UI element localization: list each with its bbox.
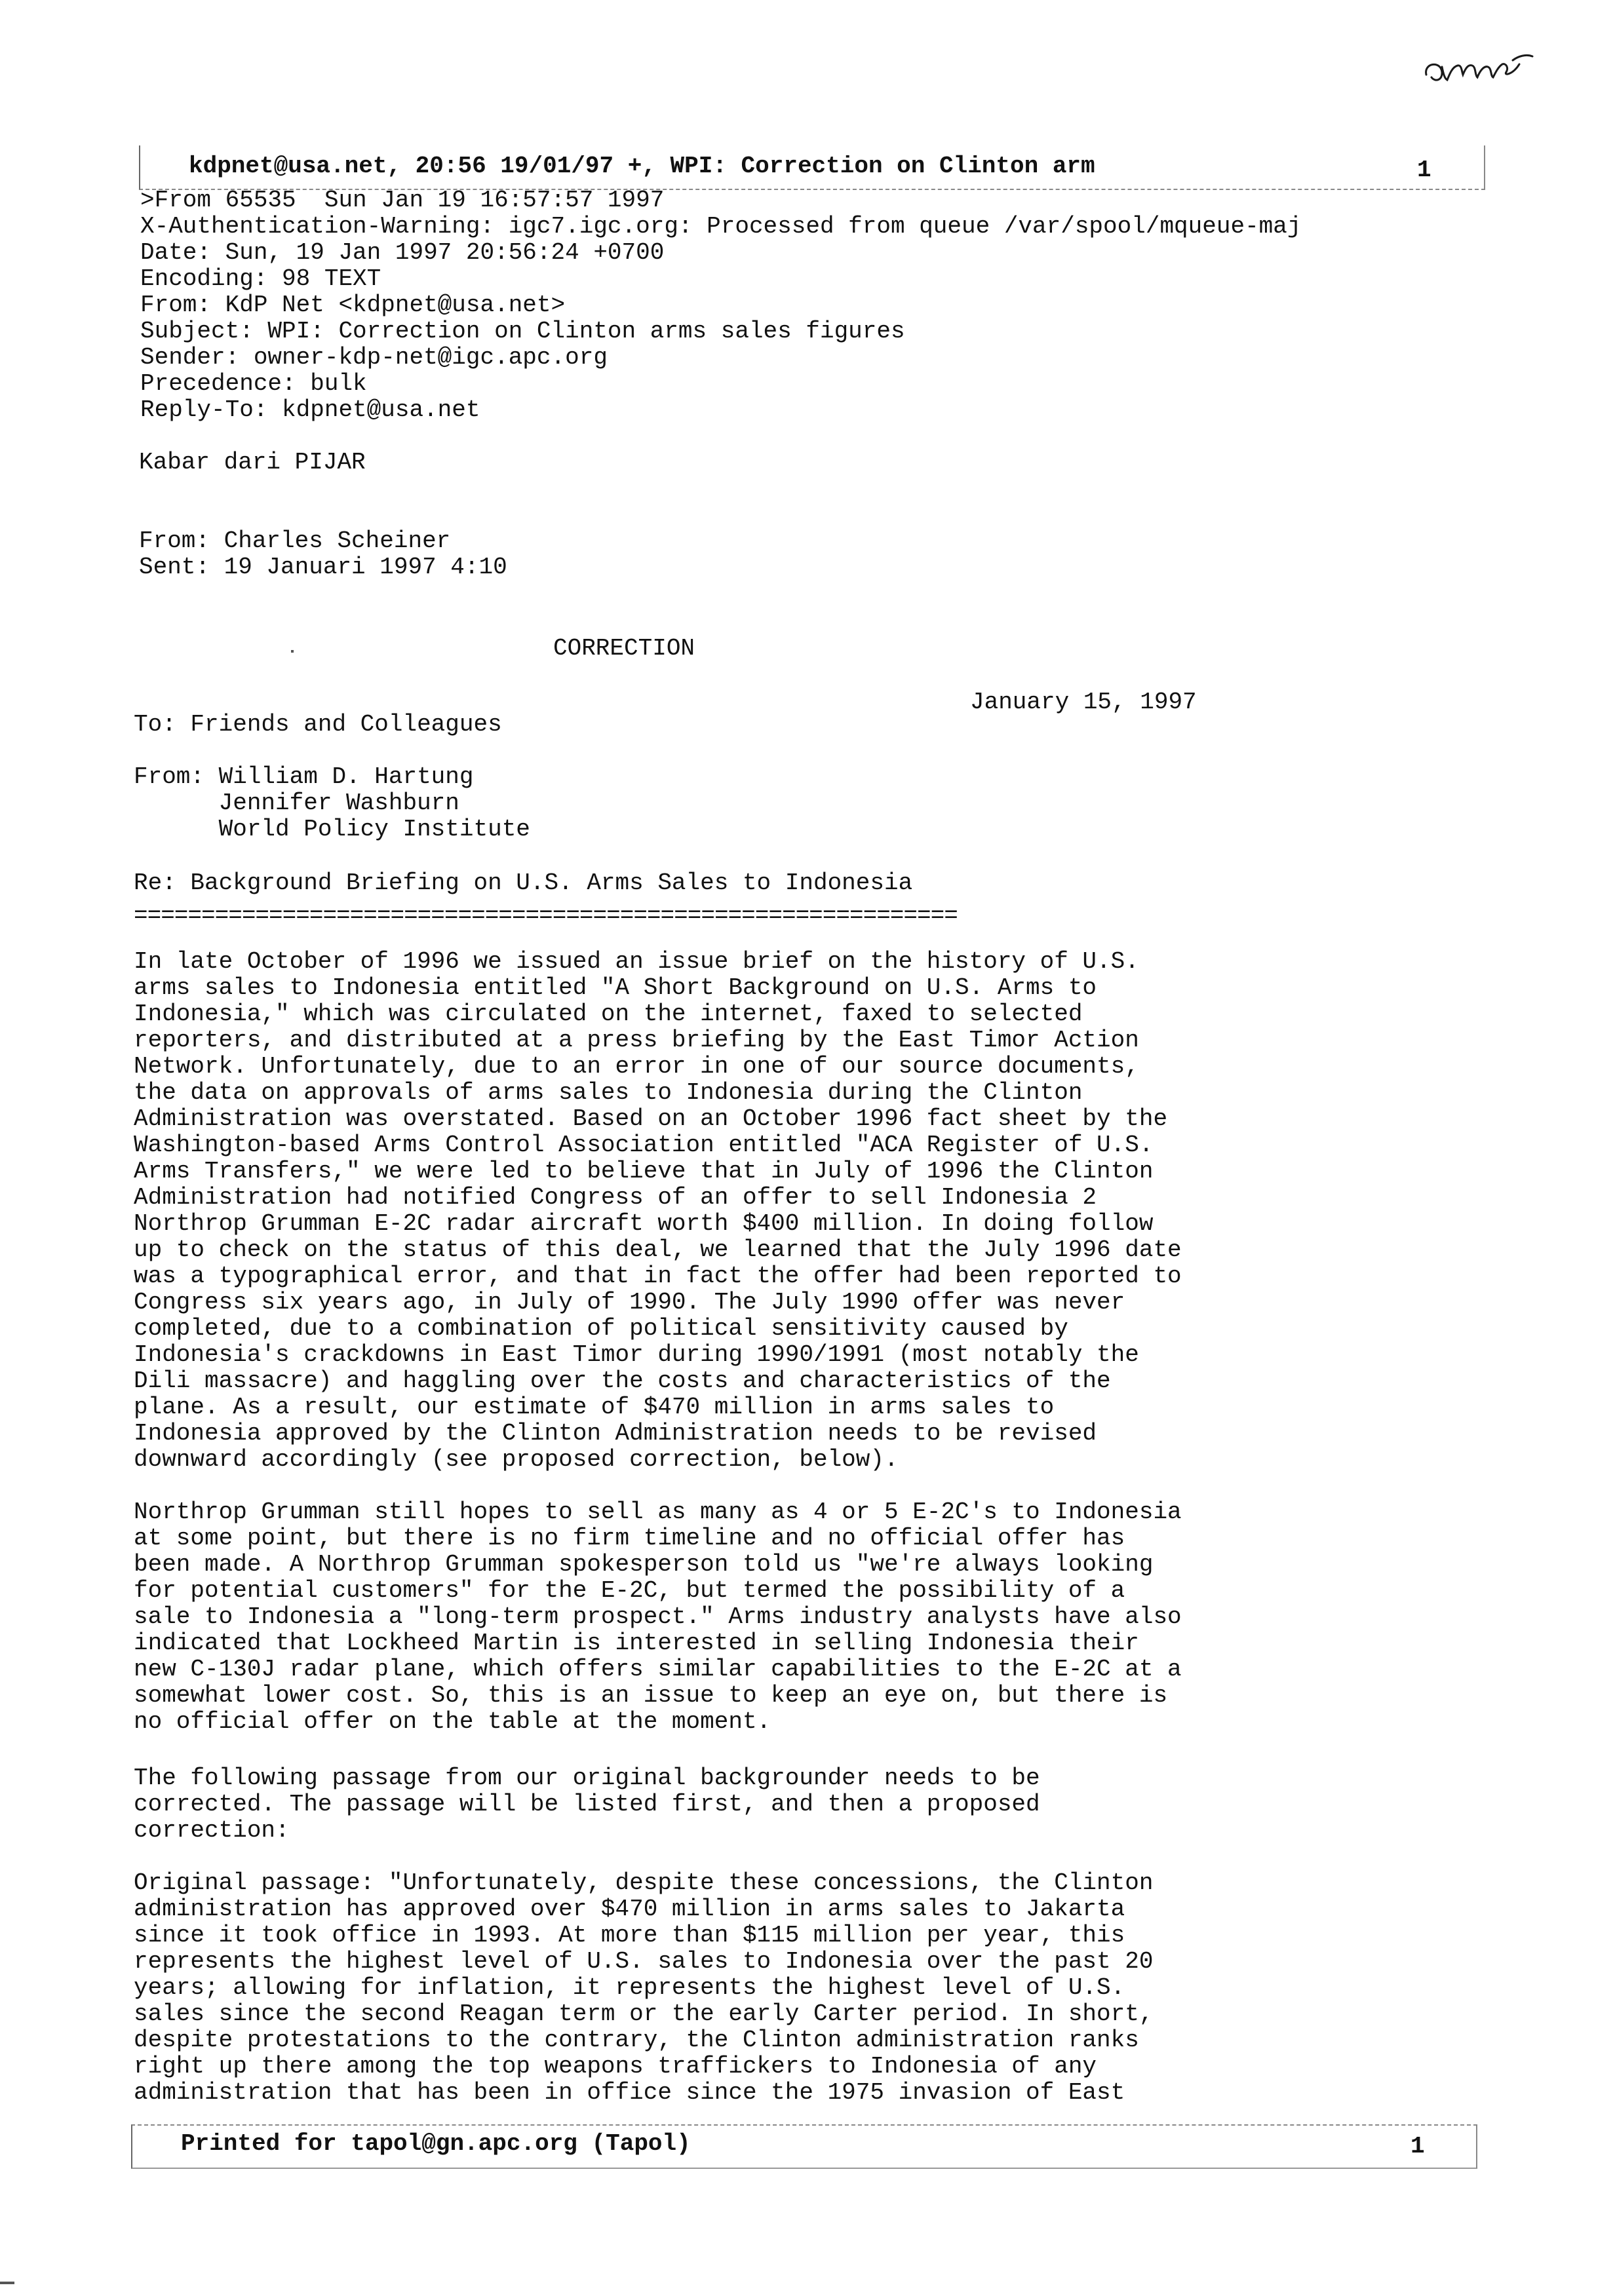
email-header-line: Precedence: bulk xyxy=(140,370,367,397)
forward-sent: Sent: 19 Januari 1997 4:10 xyxy=(139,554,507,581)
scan-mark xyxy=(0,2282,14,2284)
memo-from-line: World Policy Institute xyxy=(134,816,530,843)
body-line: right up there among the top weapons traffickers to Indonesia of any xyxy=(134,2053,1097,2080)
body-line: corrected. The passage will be listed first, and then a proposed xyxy=(134,1791,1040,1818)
email-header-line: Sender: owner-kdp-net@igc.apc.org xyxy=(140,344,608,371)
kabar-line: Kabar dari PIJAR xyxy=(139,449,366,476)
body-line: the data on approvals of arms sales to Indonesia during the Clinton xyxy=(134,1079,1083,1106)
body-line: Washington-based Arms Control Association entitled "ACA Register of U.S. xyxy=(134,1132,1154,1158)
body-line: Indonesia's crackdowns in East Timor during 1990/1991 (most notably the xyxy=(134,1341,1139,1368)
email-header-line: X-Authentication-Warning: igc7.igc.org: Processed from queue /var/spool/mqueue-maj xyxy=(140,213,1302,240)
email-header-line: From: KdP Net <kdpnet@usa.net> xyxy=(140,292,566,318)
body-line: Network. Unfortunately, due to an error in one of our source documents, xyxy=(134,1053,1139,1080)
body-line: sale to Indonesia a "long-term prospect." Arms industry analysts have also xyxy=(134,1603,1182,1630)
body-paragraph-3 xyxy=(134,1765,1040,1844)
body-line: at some point, but there is no firm timeline and no official offer has xyxy=(134,1525,1125,1552)
body-line: Arms Transfers," we were led to believe that in July of 1996 the Clinton xyxy=(134,1158,1154,1185)
body-line: new C-130J radar plane, which offers similar capabilities to the E-2C at a xyxy=(134,1656,1182,1683)
body-line: sales since the second Reagan term or the early Carter period. In short, xyxy=(134,2000,1154,2027)
body-line: Congress six years ago, in July of 1990. The July 1990 offer was never xyxy=(134,1289,1125,1316)
body-line: reporters, and distributed at a press briefing by the East Timor Action xyxy=(134,1027,1139,1054)
print-header-title: kdpnet@usa.net, 20:56 19/01/97 +, WPI: Correction on Clinton arm xyxy=(189,153,1095,180)
body-line: administration has approved over $470 million in arms sales to Jakarta xyxy=(134,1896,1125,1923)
memo-heading: CORRECTION xyxy=(553,635,695,662)
memo-from-block xyxy=(134,764,530,843)
email-header-line: Encoding: 98 TEXT xyxy=(140,265,381,292)
memo-from-line: Jennifer Washburn xyxy=(134,790,459,816)
body-line: In late October of 1996 we issued an issue brief on the history of U.S. xyxy=(134,948,1139,975)
email-header-line: Subject: WPI: Correction on Clinton arms sales figures xyxy=(140,318,905,345)
scan-speck xyxy=(291,650,294,653)
body-line: indicated that Lockheed Martin is interested in selling Indonesia their xyxy=(134,1630,1139,1656)
email-headers xyxy=(140,187,1302,423)
body-line: Original passage: "Unfortunately, despite these concessions, the Clinton xyxy=(134,1869,1154,1896)
forward-block xyxy=(139,528,507,581)
body-line: downward accordingly (see proposed correction, below). xyxy=(134,1446,899,1473)
body-line: since it took office in 1993. At more than $115 million per year, this xyxy=(134,1922,1125,1949)
body-line: administration that has been in office since the 1975 invasion of East xyxy=(134,2079,1125,2106)
memo-to: To: Friends and Colleagues xyxy=(134,711,502,738)
body-line: represents the highest level of U.S. sales to Indonesia over the past 20 xyxy=(134,1948,1154,1975)
memo-re: Re: Background Briefing on U.S. Arms Sales to Indonesia xyxy=(134,870,913,896)
email-header-line: Date: Sun, 19 Jan 1997 20:56:24 +0700 xyxy=(140,239,665,266)
forward-from: From: Charles Scheiner xyxy=(139,527,451,554)
body-line: was a typographical error, and that in fact the offer had been reported to xyxy=(134,1263,1182,1290)
body-paragraph-4 xyxy=(134,1870,1153,2106)
body-line: Administration had notified Congress of an offer to sell Indonesia 2 xyxy=(134,1184,1097,1211)
body-line: Indonesia approved by the Clinton Administration needs to be revised xyxy=(134,1420,1097,1447)
body-line: somewhat lower cost. So, this is an issue to keep an eye on, but there is xyxy=(134,1682,1168,1709)
body-line: Administration was overstated. Based on an October 1996 fact sheet by the xyxy=(134,1105,1168,1132)
memo-rule: ============================================================= xyxy=(134,902,958,929)
body-line: Dili massacre) and haggling over the costs and characteristics of the xyxy=(134,1368,1111,1394)
body-line: years; allowing for inflation, it represents the highest level of U.S. xyxy=(134,1974,1125,2001)
email-header-line: >From 65535 Sun Jan 19 16:57:57 1997 xyxy=(140,187,665,214)
body-line: arms sales to Indonesia entitled "A Short Background on U.S. Arms to xyxy=(134,974,1097,1001)
body-line: The following passage from our original backgrounder needs to be xyxy=(134,1765,1040,1791)
body-line: no official offer on the table at the moment. xyxy=(134,1708,771,1735)
body-line: Northrop Grumman E-2C radar aircraft worth $400 million. In doing follow xyxy=(134,1210,1154,1237)
body-line: been made. A Northrop Grumman spokesperson told us "we're always looking xyxy=(134,1551,1154,1578)
body-paragraph-1 xyxy=(134,949,1182,1473)
body-line: despite protestations to the contrary, the Clinton administration ranks xyxy=(134,2027,1139,2054)
body-line: completed, due to a combination of political sensitivity caused by xyxy=(134,1315,1068,1342)
body-paragraph-2 xyxy=(134,1499,1182,1735)
handwritten-annotation xyxy=(1421,34,1539,93)
body-line: correction: xyxy=(134,1817,290,1844)
body-line: plane. As a result, our estimate of $470 million in arms sales to xyxy=(134,1394,1055,1421)
email-header-line: Reply-To: kdpnet@usa.net xyxy=(140,396,480,423)
body-line: Indonesia," which was circulated on the internet, faxed to selected xyxy=(134,1001,1083,1027)
body-line: Northrop Grumman still hopes to sell as many as 4 or 5 E-2C's to Indonesia xyxy=(134,1499,1182,1525)
print-header-page-number: 1 xyxy=(1417,157,1431,183)
memo-from-line: From: William D. Hartung xyxy=(134,763,474,790)
memo-date: January 15, 1997 xyxy=(970,689,1197,716)
print-footer-title: Printed for tapol@gn.apc.org (Tapol) xyxy=(181,2130,691,2157)
body-line: up to check on the status of this deal, we learned that the July 1996 date xyxy=(134,1236,1182,1263)
print-footer-page-number: 1 xyxy=(1411,2133,1425,2160)
body-line: for potential customers" for the E-2C, but termed the possibility of a xyxy=(134,1577,1125,1604)
